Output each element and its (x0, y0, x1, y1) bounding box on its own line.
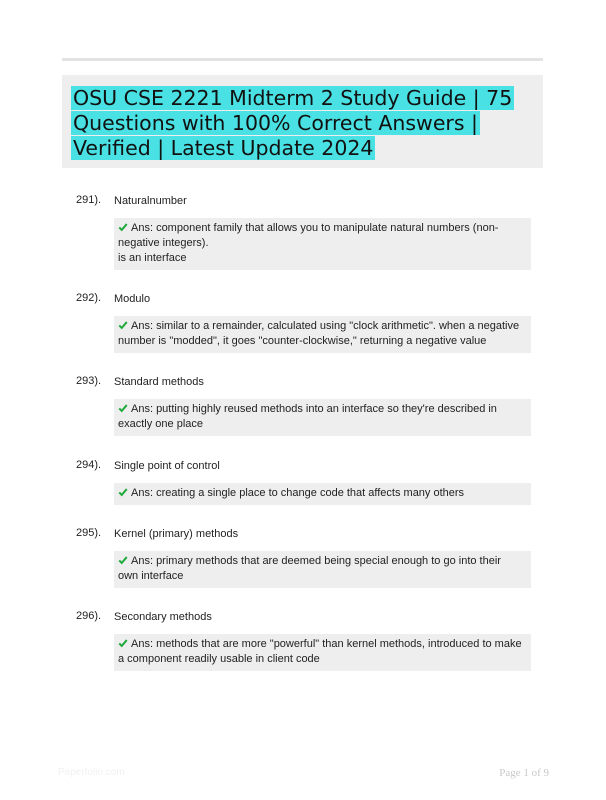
question-term: Modulo (114, 293, 151, 305)
footer-watermark: Paperfolio.com (58, 767, 125, 778)
answer-line: Ans: similar to a remainder, calculated using "clock arithmetic". when a negative number is "modded", it goes "counter-clockwise," returning a negative value (118, 320, 520, 347)
question-number: 291). (76, 194, 102, 206)
answer-line: Ans: putting highly reused methods into an interface so they're described in exactly one place (118, 403, 497, 430)
check-icon (118, 403, 131, 415)
check-icon (118, 487, 131, 499)
question-number: 293). (76, 375, 102, 387)
check-icon (118, 638, 131, 650)
question-term: Single point of control (114, 460, 220, 472)
answer-line: Ans: creating a single place to change code that affects many others (131, 487, 465, 499)
answer-box (114, 634, 531, 671)
check-icon (118, 222, 131, 234)
answer-line: is an interface (118, 252, 187, 264)
page-number: Page 1 of 9 (499, 767, 549, 779)
answer-box (114, 316, 531, 353)
question-number: 294). (76, 459, 102, 471)
answer-line: Ans: methods that are more "powerful" than kernel methods, introduced to make a component readily usable in client code (118, 638, 522, 665)
question-number: 296). (76, 610, 102, 622)
answer-box (114, 483, 531, 505)
page-title-text: OSU CSE 2221 Midterm 2 Study Guide | 75 Questions with 100% Correct Answers | Verified | Latest Update 2024 (73, 86, 513, 160)
question-term: Naturalnumber (114, 195, 187, 207)
answer-box (114, 218, 531, 270)
question-term: Standard methods (114, 376, 204, 388)
answer-box (114, 551, 531, 588)
check-icon (118, 320, 131, 332)
check-icon (118, 555, 131, 567)
answer-line: Ans: primary methods that are deemed being special enough to go into their own interface (118, 555, 501, 582)
page-title (71, 86, 541, 161)
question-number: 295). (76, 527, 102, 539)
question-number: 292). (76, 292, 102, 304)
question-term: Kernel (primary) methods (114, 528, 239, 540)
answer-line: Ans: component family that allows you to manipulate natural numbers (non-negative integers). (118, 222, 499, 249)
question-term: Secondary methods (114, 611, 212, 623)
answer-box (114, 399, 531, 436)
top-divider (62, 58, 543, 61)
